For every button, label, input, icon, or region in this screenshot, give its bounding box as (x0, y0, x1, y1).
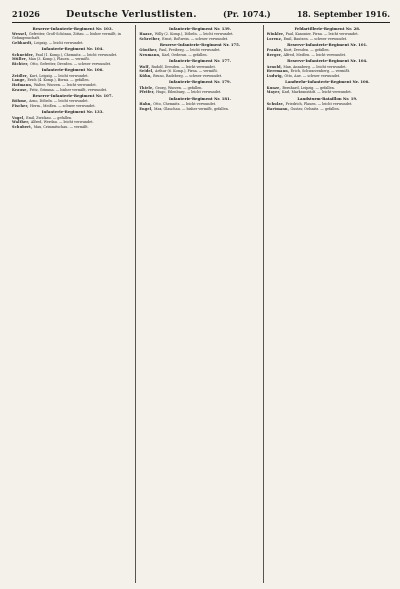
casualty-details: Leipzig. — leicht verwundet. (34, 41, 84, 46)
regiment-heading: Infanterie-Regiment Nr. 133. (41, 109, 104, 115)
casualty-details: Erich, Schwarzenberg. — vermißt. (290, 69, 351, 74)
casualty-details: Georg, Wurzen. — gefallen. (155, 85, 203, 90)
casualty-details: Friedrich, Plauen. — leicht verwundet. (285, 101, 353, 106)
casualty-name: Walther, (12, 120, 31, 125)
casualty-name: Böhme, (12, 99, 30, 104)
casualty-name: Schulze, (266, 101, 286, 106)
casualty-details: Fritz, Grimma. — bisher vermißt, verwundet. (29, 88, 108, 92)
casualty-entry (267, 48, 388, 52)
casualty-entry (139, 37, 260, 41)
casualty-name: Günther, (139, 48, 160, 53)
regiment-heading: Infanterie-Regiment Nr. 179. (169, 79, 231, 85)
casualty-details: Otto, Gefreiter, Dresden. — schwer verwundet. (30, 62, 112, 67)
page-title: Deutsche Verlustlisten. (65, 8, 197, 20)
text-column (267, 25, 390, 583)
casualty-entry (12, 41, 133, 45)
casualty-name: Franke, (266, 48, 284, 53)
regiment-heading: Reserve-Infanterie-Regiment Nr. 103. (32, 26, 113, 31)
casualty-entry (12, 62, 133, 66)
casualty-name: Hartmann, (266, 106, 291, 111)
casualty-entry (12, 120, 133, 124)
casualty-entry (12, 32, 133, 40)
casualty-entry (12, 116, 133, 120)
casualty-details: Arno, Döbeln. — leicht verwundet. (29, 99, 89, 104)
casualty-entry (139, 69, 260, 73)
issue-number: (Pr. 1074.) (223, 9, 271, 19)
casualty-name: Kühn, (139, 74, 154, 79)
casualty-entry (12, 88, 133, 92)
casualty-entry (267, 69, 388, 73)
casualty-details: Karl, Markranstädt. — leicht verwundet. (282, 90, 352, 95)
regiment-heading: Infanterie-Regiment Nr. 106. (41, 67, 104, 73)
casualty-name: Neumann, (139, 53, 162, 58)
casualty-name: Zeidler, (12, 73, 30, 78)
casualty-name: Haase, (139, 32, 155, 37)
casualty-details: Max, Crimmitschau. — vermißt. (33, 125, 89, 130)
casualty-details: Gefreiter, Groß-Schönau, Zittau. — bisher vermißt, in Gefangenschaft. (12, 32, 121, 41)
casualty-entry (12, 104, 133, 108)
header-rule (12, 22, 390, 23)
regiment-heading: Infanterie-Regiment Nr. 181. (169, 95, 231, 101)
casualty-name: Schreiber, (139, 37, 163, 41)
regiment-heading: Reserve-Infanterie-Regiment Nr. 101. (287, 42, 368, 48)
text-column (12, 25, 136, 583)
regiment-heading: Reserve-Infanterie-Regiment Nr. 104. (287, 58, 368, 64)
casualty-details: Paul, Kanonier, Pirna. — leicht verwundet. (285, 32, 359, 37)
casualty-entry (139, 107, 260, 111)
casualty-name: Schubert, (12, 125, 34, 130)
casualty-details: Bruno, Radeberg. — schwer verwundet. (153, 74, 223, 79)
casualty-entry (139, 32, 260, 36)
casualty-name: Krause, (12, 88, 30, 92)
casualty-details: Max, Glauchau. — bisher vermißt, gefallen. (153, 106, 229, 111)
casualty-details: Rudolf, Dresden. — leicht verwundet. (151, 64, 216, 69)
casualty-details: Otto, Aue. — schwer verwundet. (284, 74, 341, 79)
casualty-entry (267, 32, 388, 36)
casualty-entry (139, 102, 260, 106)
casualty-name: Müller, (12, 57, 29, 62)
casualty-name: Lorenz, (266, 37, 284, 41)
casualty-name: Engel, (139, 106, 154, 111)
casualty-entry (267, 86, 388, 90)
casualty-details: Herm., Meißen. — schwer verwundet. (30, 104, 96, 109)
casualty-details: Gustav, Oelsnitz. — gefallen. (290, 106, 340, 111)
casualty-details: Alfred, Meißen. — leicht verwundet. (283, 53, 347, 58)
casualty-entry (267, 90, 388, 94)
casualty-name: Arnold, (266, 64, 284, 69)
casualty-entry (267, 74, 388, 78)
casualty-details: Kurt, Leipzig. — leicht verwundet. (29, 73, 89, 78)
casualty-entry (139, 90, 260, 94)
casualty-name: Wessel, (12, 32, 29, 37)
casualty-details: Hugo, Eilenburg. — leicht verwundet. (156, 90, 222, 95)
casualty-name: Gebhardt, (12, 41, 35, 46)
casualty-entry (12, 78, 133, 82)
casualty-name: Vogel, (12, 115, 27, 120)
page-header (12, 6, 390, 22)
casualty-details: Karl, Oederan. — gefallen. (161, 53, 208, 58)
casualty-name: Thiele, (139, 85, 156, 90)
casualty-entry (139, 65, 260, 69)
casualty-name: Schneider, (12, 52, 36, 57)
casualty-entry (267, 107, 388, 111)
casualty-entry (267, 65, 388, 69)
column-container (12, 25, 390, 583)
casualty-entry (12, 99, 133, 103)
casualty-details: Walter, Wurzen. — leicht verwundet. (33, 83, 97, 88)
casualty-entry (139, 86, 260, 90)
casualty-name: Lange, (12, 78, 28, 83)
casualty-name: Hofmann, (12, 83, 34, 88)
casualty-details: Max (3. Komp.), Plauen. — vermißt. (28, 57, 90, 62)
casualty-details: Paul, Freiberg. — leicht verwundet. (159, 48, 221, 53)
regiment-heading: Reserve-Infanterie-Regiment Nr. 175. (159, 42, 241, 48)
casualty-details: Ernst, Roßwein. — schwer verwundet. (162, 37, 229, 41)
regiment-heading: Landsturm-Bataillon Nr. 19. (297, 95, 358, 101)
page-number: 21026 (12, 9, 40, 19)
regiment-heading: Infanterie-Regiment Nr. 177. (169, 58, 231, 64)
casualty-details: Emil, Zwickau. — gefallen. (26, 115, 73, 120)
regiment-heading: Reserve-Infanterie-Regiment Nr. 107. (32, 93, 113, 99)
casualty-entry (12, 57, 133, 61)
casualty-details: Paul (1. Komp.), Chemnitz. — leicht verwundet. (35, 52, 118, 57)
casualty-name: Hahn, (139, 101, 154, 106)
text-column (139, 25, 263, 583)
regiment-heading: Feldartillerie-Regiment Nr. 28. (294, 26, 361, 31)
casualty-details: Kurt, Dresden. — gefallen. (283, 48, 330, 53)
casualty-entry (139, 48, 260, 52)
casualty-details: Willy (2. Komp.), Döbeln. — leicht verwundet. (154, 32, 234, 37)
casualty-details: Alfred, Werdau. — leicht verwundet. (30, 120, 94, 125)
regiment-heading: Infanterie-Regiment Nr. 139. (169, 26, 231, 31)
casualty-name: Mayer, (266, 90, 283, 95)
casualty-details: Otto, Chemnitz. — leicht verwundet. (153, 101, 217, 106)
regiment-heading: Infanterie-Regiment Nr. 104. (41, 46, 104, 52)
casualty-entry (12, 83, 133, 87)
casualty-name: Herrmann, (266, 69, 291, 74)
casualty-name: Pfeifer, (139, 90, 157, 95)
casualty-name: Kunze, (266, 85, 283, 90)
casualty-entry (12, 53, 133, 57)
casualty-entry (267, 37, 388, 41)
casualty-entry (12, 125, 133, 129)
casualty-name: Seidel, (139, 69, 155, 74)
casualty-details: Max, Annaberg. — leicht verwundet. (283, 64, 347, 69)
casualty-details: Emil, Bautzen. — schwer verwundet. (283, 37, 348, 41)
casualty-entry (139, 74, 260, 78)
casualty-name: Berger, (266, 53, 284, 58)
casualty-name: Wolf, (139, 64, 152, 69)
casualty-entry (139, 53, 260, 57)
casualty-details: Erich (4. Komp.), Borna. — gefallen. (27, 78, 90, 83)
casualty-details: Arthur (6. Komp.), Pirna. — vermißt. (155, 69, 218, 74)
issue-date: 18. September 1916. (296, 9, 390, 19)
casualty-entry (12, 74, 133, 78)
casualty-entry (267, 102, 388, 106)
casualty-name: Ludwig, (266, 74, 285, 79)
casualty-name: Fischer, (12, 104, 30, 109)
casualty-name: Richter, (12, 62, 31, 67)
casualty-name: Winkler, (266, 32, 286, 37)
casualty-details: Bernhard, Leipzig. — gefallen. (282, 85, 335, 90)
casualty-entry (267, 53, 388, 57)
regiment-heading: Landwehr-Infanterie-Regiment Nr. 106. (285, 79, 370, 85)
